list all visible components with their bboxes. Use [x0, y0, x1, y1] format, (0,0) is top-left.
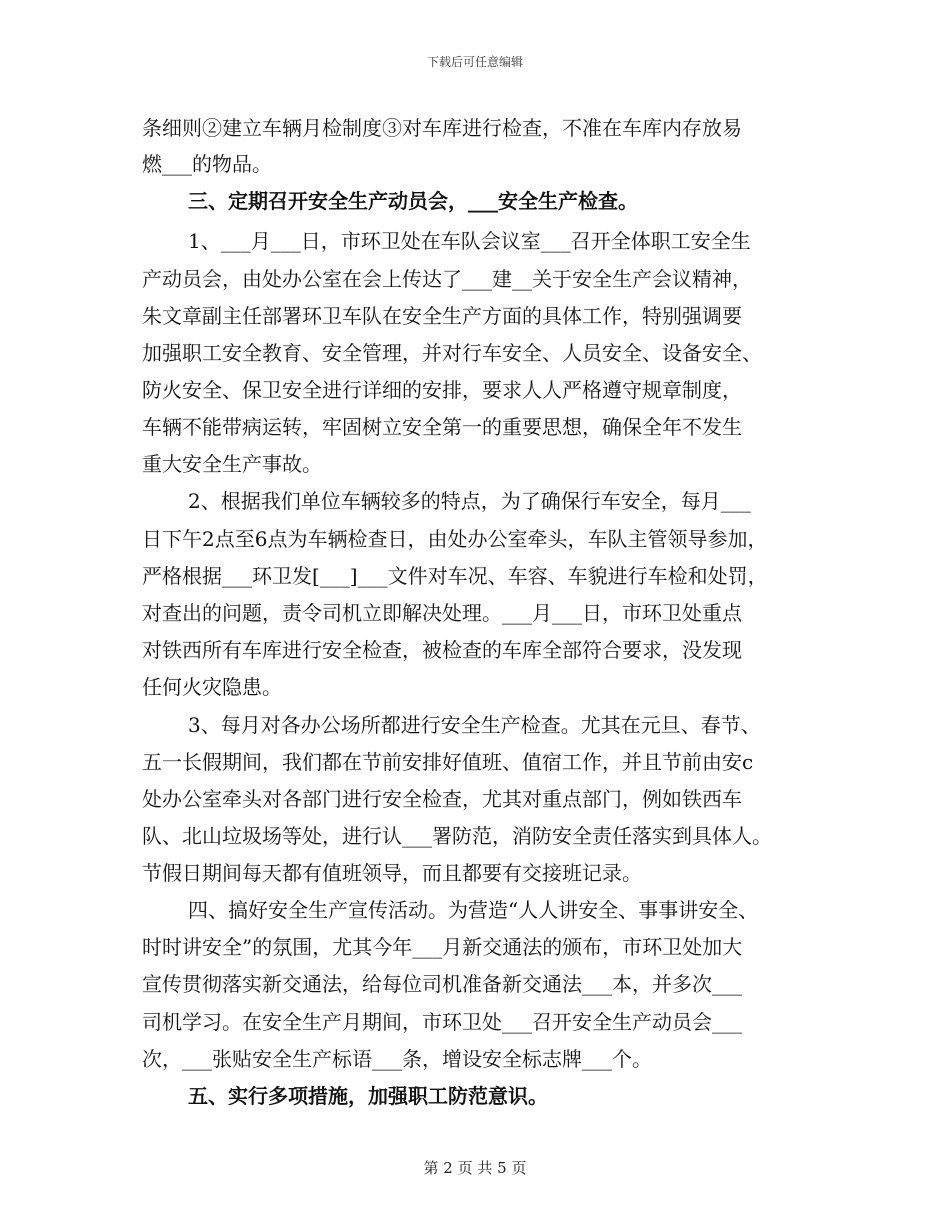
body-line: 3、每月对各办公场所都进行安全生产检查。尤其在元旦、春节、: [188, 713, 761, 737]
body-line: 1、___月___日，市环卫处在车队会议室___召开全体职工安全生: [188, 229, 751, 253]
section-heading: 三、定期召开安全生产动员会，___安全生产检查。: [188, 189, 638, 213]
body-line: 对查出的问题，责令司机立即解决处理。___月___日，市环卫处重点: [142, 601, 742, 625]
body-line: 对铁西所有车库进行安全检查，被检查的车库全部符合要求，没发现: [142, 638, 742, 662]
page-header: 下载后可任意编辑: [426, 55, 523, 69]
body-line: 队、北山垃圾场等处，进行认___署防范，消防安全责任落实到具体人。: [142, 824, 772, 848]
body-line: 时时讲安全”的氛围，尤其今年___月新交通法的颁布，市环卫处加大: [142, 935, 743, 959]
body-line: 车辆不能带病运转，牢固树立安全第一的重要思想，确保全年不发生: [142, 415, 742, 439]
page-footer: 第 2 页 共 5 页: [423, 1159, 527, 1177]
body-line: 节假日期间每天都有值班领导，而且都要有交接班记录。: [142, 861, 642, 885]
body-line: 严格根据___环卫发[___]___文件对车况、车容、车貌进行车检和处罚，: [142, 564, 768, 588]
body-line: 次，___张贴安全生产标语___条，增设安全标志牌___个。: [142, 1047, 652, 1071]
body-line: 朱文章副主任部署环卫车队在安全生产方面的具体工作，特别强调要: [142, 304, 742, 328]
body-line: 司机学习。在安全生产月期间，市环卫处___召开安全生产动员会___: [142, 1010, 742, 1034]
section-heading: 五、实行多项措施，加强职工防范意识。: [188, 1084, 548, 1108]
body-line: 重大安全生产事故。: [142, 452, 322, 476]
body-line: 任何火灾隐患。: [142, 675, 282, 699]
body-line: 四、搞好安全生产宣传活动。为营造“人人讲安全、事事讲安全、: [188, 898, 759, 922]
body-line: 加强职工安全教育、安全管理，并对行车安全、人员安全、设备安全、: [142, 341, 762, 365]
body-line: 五一长假期间，我们都在节前安排好值班、值宿工作，并且节前由安c: [142, 750, 754, 774]
body-line: 日下午2点至6点为车辆检查日，由处办公室牵头，车队主管领导参加，: [142, 527, 768, 551]
body-line: 防火安全、保卫安全进行详细的安排，要求人人严格遵守规章制度，: [142, 378, 742, 402]
body-line: 产动员会，由处办公室在会上传达了___建__关于安全生产会议精神，: [142, 267, 752, 291]
body-line: 条细则②建立车辆月检制度③对车库进行检查，不准在车库内存放易: [142, 116, 742, 140]
body-line: 处办公室牵头对各部门进行安全检查，尤其对重点部门，例如铁西车: [142, 787, 742, 811]
body-line: 2、根据我们单位车辆较多的特点，为了确保行车安全，每月___: [188, 489, 751, 513]
body-line: 燃___的物品。: [142, 152, 272, 176]
body-line: 宣传贯彻落实新交通法，给每位司机准备新交通法___本，并多次___: [142, 972, 742, 996]
